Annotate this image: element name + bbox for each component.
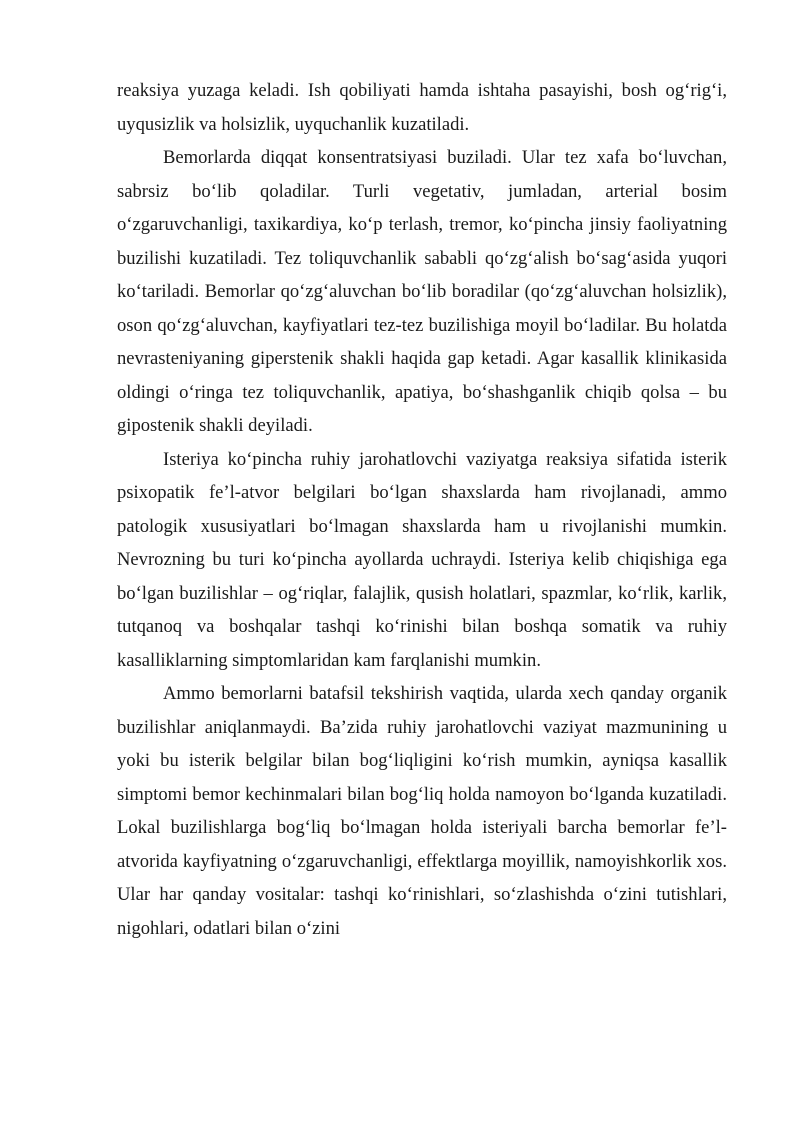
- paragraph-2: Bemorlarda diqqat konsentratsiyasi buziladi. Ular tez xafa bo‘luvchan, sabrsiz bo‘lib qoladilar. Turli vegetativ, jumladan, arterial bosim o‘zgaruvchanligi, taxikardiya, ko‘p terlash, tremor, ko‘pincha jinsiy faoliyatning buzilishi kuzatiladi. Tez toliquvchanlik sababli qo‘zg‘alish bo‘sag‘asida yuqori ko‘tariladi. Bemorlar qo‘zg‘aluvchan bo‘lib boradilar (qo‘zg‘aluvchan holsizlik), oson qo‘zg‘aluvchan, kayfiyatlari tez-tez buzilishiga moyil bo‘ladilar. Bu holatda nevrasteniyaning giperstenik shakli haqida gap ketadi. Agar kasallik klinikasida oldingi o‘ringa tez toliquvchanlik, apatiya, bo‘shashganlik chiqib qolsa – bu gipostenik shakli deyiladi.: [117, 147, 727, 436]
- paragraph-3: Isteriya ko‘pincha ruhiy jarohatlovchi vaziyatga reaksiya sifatida isterik psixopatik fe’l-atvor belgilari bo‘lgan shaxslarda ham rivojlanadi, ammo patologik xususiyatlari bo‘lmagan shaxslarda ham u rivojlanishi mumkin. Nevrozning bu turi ko‘pincha ayollarda uchraydi. Isteriya kelib chiqishiga ega bo‘lgan buzilishlar – og‘riqlar, falajlik, qusish holatlari, spazmlar, ko‘rlik, karlik, tutqanoq va boshqalar tashqi ko‘rinishi bilan boshqa somatik va ruhiy kasalliklarning simptomlaridan kam farqlanishi mumkin.: [117, 448, 727, 671]
- document-page: [117, 74, 727, 945]
- paragraph-1: reaksiya yuzaga keladi. Ish qobiliyati hamda ishtaha pasayishi, bosh og‘rig‘i, uyqusizlik va holsizlik, uyquchanlik kuzatiladi.: [117, 80, 727, 135]
- paragraph-4: Ammo bemorlarni batafsil tekshirish vaqtida, ularda xech qanday organik buzilishlar aniqlanmaydi. Ba’zida ruhiy jarohatlovchi vaziyat mazmunining u yoki bu isterik belgilar bilan bog‘liqligini ko‘rish mumkin, ayniqsa kasallik simptomi bemor kechinmalari bilan bog‘liq holda namoyon bo‘lganda kuzatiladi. Lokal buzilishlarga bog‘liq bo‘lmagan holda isteriyali barcha bemorlar fe’l-atvorida kayfiyatning o‘zgaruvchanligi, effektlarga moyillik, namoyishkorlik xos. Ular har qanday vositalar: tashqi ko‘rinishlari, so‘zlashishda o‘zini tutishlari, nigohlari, odatlari bilan o‘zini: [117, 683, 727, 939]
